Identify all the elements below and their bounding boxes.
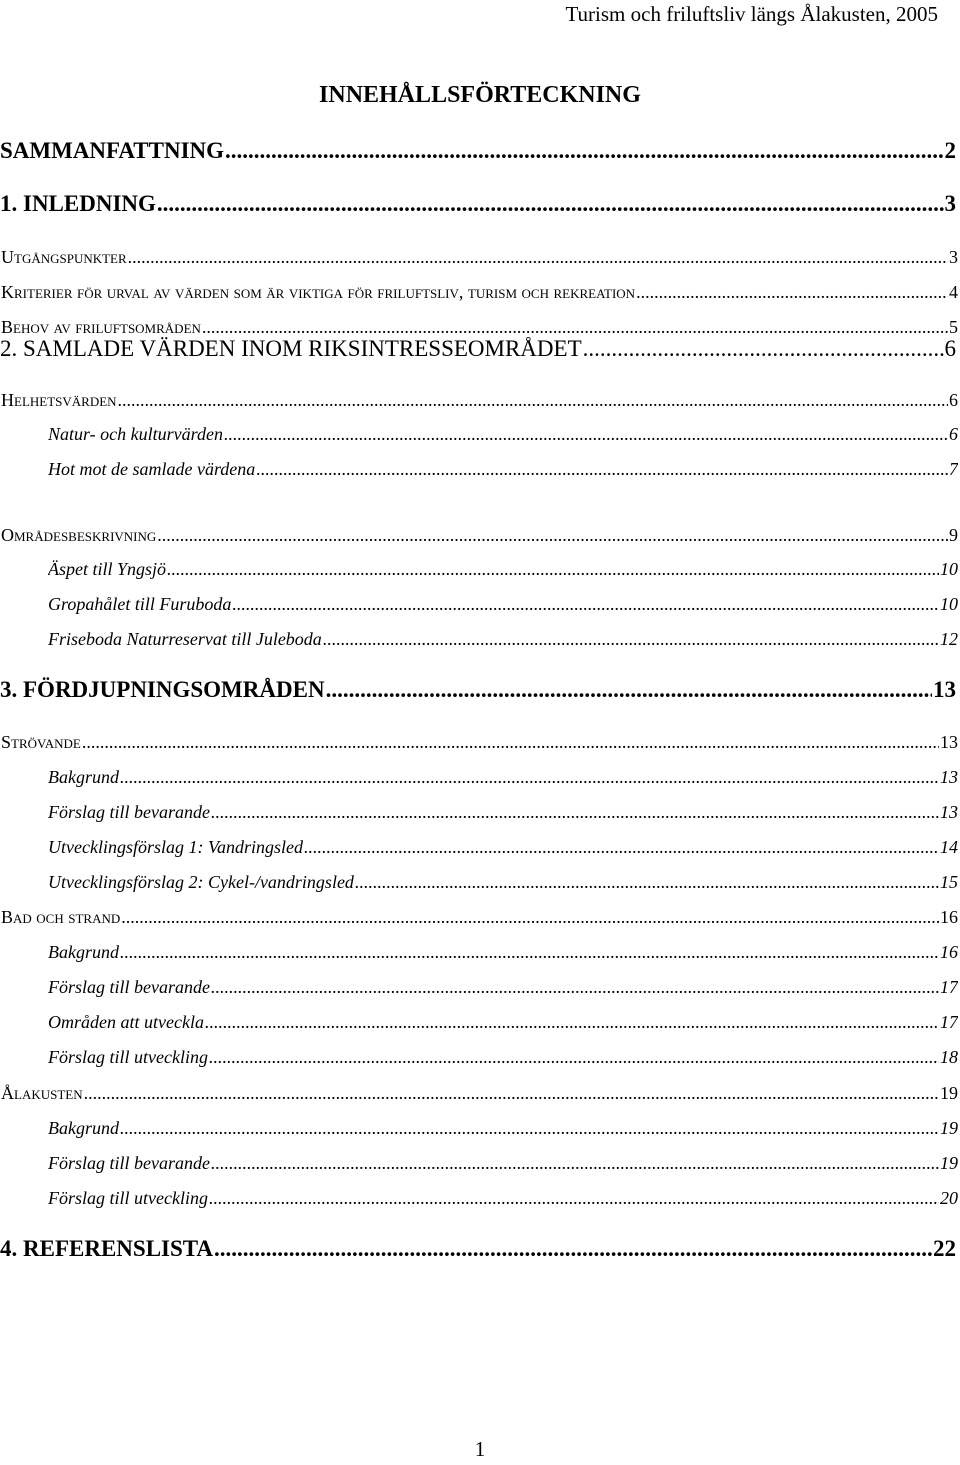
toc-entry-aspet[interactable] <box>48 559 958 580</box>
toc-entry-omradesbeskrivning[interactable] <box>1 525 958 546</box>
toc-entry-gropahalet[interactable] <box>48 594 958 615</box>
toc-entry-label: Utgångspunkter <box>1 247 127 267</box>
page-number: 1 <box>474 1437 486 1461</box>
toc-entry-bakgrund-1[interactable] <box>48 767 958 788</box>
toc-entry-label: 2. SAMLADE VÄRDEN INOM RIKSINTRESSEOMRÅDET <box>0 336 582 361</box>
toc-leader-dots <box>157 191 944 217</box>
toc-entry-label: Kriterier för urval av värden som är viktiga för friluftsliv, turism och rekreation <box>1 282 636 302</box>
toc-leader-dots <box>120 942 939 963</box>
toc-entry-utvecklingsforslag-2[interactable] <box>48 872 958 893</box>
toc-entry-label: Äspet till Yngsjö <box>48 559 167 579</box>
toc-entry-inledning[interactable] <box>0 191 956 217</box>
toc-entry-label: Natur- och kulturvärden <box>48 424 223 444</box>
toc-leader-dots <box>224 424 948 445</box>
toc-entry-samlade-varden[interactable] <box>0 336 956 362</box>
toc-leader-dots <box>636 282 948 303</box>
toc-entry-helhetsvarden[interactable] <box>1 390 958 411</box>
toc-entry-label: Förslag till utveckling <box>48 1188 208 1208</box>
toc-entry-page: 3 <box>949 247 958 267</box>
toc-entry-label: Förslag till bevarande <box>48 802 210 822</box>
toc-entry-forslag-bevarande-2[interactable] <box>48 977 958 998</box>
toc-entry-page: 6 <box>944 336 956 361</box>
toc-entry-label: Utvecklingsförslag 1: Vandringsled <box>48 837 303 857</box>
toc-entry-label: 1. INLEDNING <box>0 191 156 216</box>
toc-leader-dots <box>167 559 939 580</box>
toc-leader-dots <box>209 1047 939 1068</box>
toc-leader-dots <box>326 677 932 703</box>
toc-entry-page: 17 <box>940 977 958 997</box>
toc-entry-page: 14 <box>940 837 958 857</box>
toc-entry-kriterier[interactable] <box>1 282 958 303</box>
toc-entry-page: 5 <box>949 317 958 337</box>
toc-entry-forslag-bevarande-3[interactable] <box>48 1153 958 1174</box>
toc-entry-bakgrund-3[interactable] <box>48 1118 958 1139</box>
toc-leader-dots <box>256 459 948 480</box>
toc-entry-label: Helhetsvärden <box>1 390 117 410</box>
toc-entry-forslag-bevarande-1[interactable] <box>48 802 958 823</box>
toc-leader-dots <box>323 629 939 650</box>
toc-entry-hot[interactable] <box>48 459 958 480</box>
toc-entry-page: 6 <box>949 424 958 444</box>
toc-entry-strovande[interactable] <box>1 732 958 753</box>
toc-entry-page: 16 <box>940 907 958 927</box>
toc-entry-page: 10 <box>940 594 958 614</box>
toc-leader-dots <box>157 525 948 546</box>
toc-entry-page: 19 <box>940 1153 958 1173</box>
toc-entry-page: 2 <box>944 138 956 163</box>
toc-leader-dots <box>82 732 939 753</box>
running-header: Turism och friluftsliv längs Ålakusten, 2005 <box>565 2 938 26</box>
toc-entry-label: Ålakusten <box>1 1083 83 1103</box>
toc-title: INNEHÅLLSFÖRTECKNING <box>319 82 641 108</box>
toc-entry-page: 19 <box>940 1118 958 1138</box>
toc-entry-label: SAMMANFATTNING <box>0 138 225 163</box>
toc-leader-dots <box>120 1118 939 1139</box>
toc-leader-dots <box>84 1083 939 1104</box>
toc-entry-label: Förslag till utveckling <box>48 1047 208 1067</box>
toc-entry-page: 17 <box>940 1012 958 1032</box>
toc-entry-label: Bad och strand <box>1 907 121 927</box>
toc-entry-label: Förslag till bevarande <box>48 977 210 997</box>
toc-entry-page: 9 <box>949 525 958 545</box>
toc-leader-dots <box>304 837 939 858</box>
toc-entry-forslag-utveckling-2[interactable] <box>48 1188 958 1209</box>
toc-entry-label: Områden att utveckla <box>48 1012 204 1032</box>
toc-entry-natur-kultur[interactable] <box>48 424 958 445</box>
toc-entry-utgangspunkter[interactable] <box>1 247 958 268</box>
toc-entry-label: Bakgrund <box>48 767 119 787</box>
toc-entry-bad-och-strand[interactable] <box>1 907 958 928</box>
toc-entry-page: 13 <box>940 732 958 752</box>
toc-entry-label: Bakgrund <box>48 1118 119 1138</box>
toc-entry-forslag-utveckling-1[interactable] <box>48 1047 958 1068</box>
toc-entry-label: 4. REFERENSLISTA <box>0 1236 214 1261</box>
toc-leader-dots <box>211 1153 939 1174</box>
toc-entry-page: 16 <box>940 942 958 962</box>
toc-entry-page: 10 <box>940 559 958 579</box>
toc-entry-label: Hot mot de samlade värdena <box>48 459 256 479</box>
toc-leader-dots <box>205 1012 939 1033</box>
toc-entry-bakgrund-2[interactable] <box>48 942 958 963</box>
toc-leader-dots <box>232 594 939 615</box>
toc-entry-page: 13 <box>940 802 958 822</box>
toc-entry-page: 6 <box>949 390 958 410</box>
toc-entry-omraden-att-utveckla[interactable] <box>48 1012 958 1033</box>
toc-entry-page: 12 <box>940 629 958 649</box>
toc-entry-label: Gropahålet till Furuboda <box>48 594 232 614</box>
toc-entry-label: Strövande <box>1 732 81 752</box>
toc-leader-dots <box>202 317 948 338</box>
toc-entry-sammanfattning[interactable] <box>0 138 956 164</box>
toc-leader-dots <box>583 336 944 362</box>
toc-entry-label: Behov av friluftsområden <box>1 317 201 337</box>
toc-entry-alakusten[interactable] <box>1 1083 958 1104</box>
toc-entry-label: Friseboda Naturreservat till Juleboda <box>48 629 322 649</box>
toc-leader-dots <box>209 1188 939 1209</box>
toc-entry-referenslista[interactable] <box>0 1236 956 1262</box>
toc-entry-page: 3 <box>944 191 956 216</box>
toc-entry-friseboda[interactable] <box>48 629 958 650</box>
toc-entry-behov[interactable] <box>1 317 958 338</box>
toc-entry-page: 22 <box>933 1236 956 1261</box>
toc-leader-dots <box>128 247 948 268</box>
toc-leader-dots <box>118 390 948 411</box>
toc-entry-page: 7 <box>949 459 958 479</box>
toc-leader-dots <box>214 1236 932 1262</box>
toc-leader-dots <box>211 977 939 998</box>
toc-entry-page: 4 <box>949 282 958 302</box>
toc-entry-utvecklingsforslag-1[interactable] <box>48 837 958 858</box>
toc-entry-label: Förslag till bevarande <box>48 1153 210 1173</box>
toc-entry-fordjupningsomraden[interactable] <box>0 677 956 703</box>
toc-leader-dots <box>355 872 939 893</box>
toc-entry-label: Bakgrund <box>48 942 119 962</box>
toc-entry-page: 15 <box>940 872 958 892</box>
toc-leader-dots <box>120 767 939 788</box>
toc-leader-dots <box>225 138 943 164</box>
toc-entry-page: 18 <box>940 1047 958 1067</box>
toc-leader-dots <box>121 907 939 928</box>
toc-entry-page: 13 <box>940 767 958 787</box>
toc-entry-page: 13 <box>933 677 956 702</box>
toc-entry-page: 20 <box>940 1188 958 1208</box>
toc-entry-label: Utvecklingsförslag 2: Cykel-/vandringsled <box>48 872 354 892</box>
toc-leader-dots <box>211 802 939 823</box>
toc-entry-label: Områdesbeskrivning <box>1 525 157 545</box>
toc-entry-label: 3. FÖRDJUPNINGSOMRÅDEN <box>0 677 325 702</box>
toc-entry-page: 19 <box>940 1083 958 1103</box>
